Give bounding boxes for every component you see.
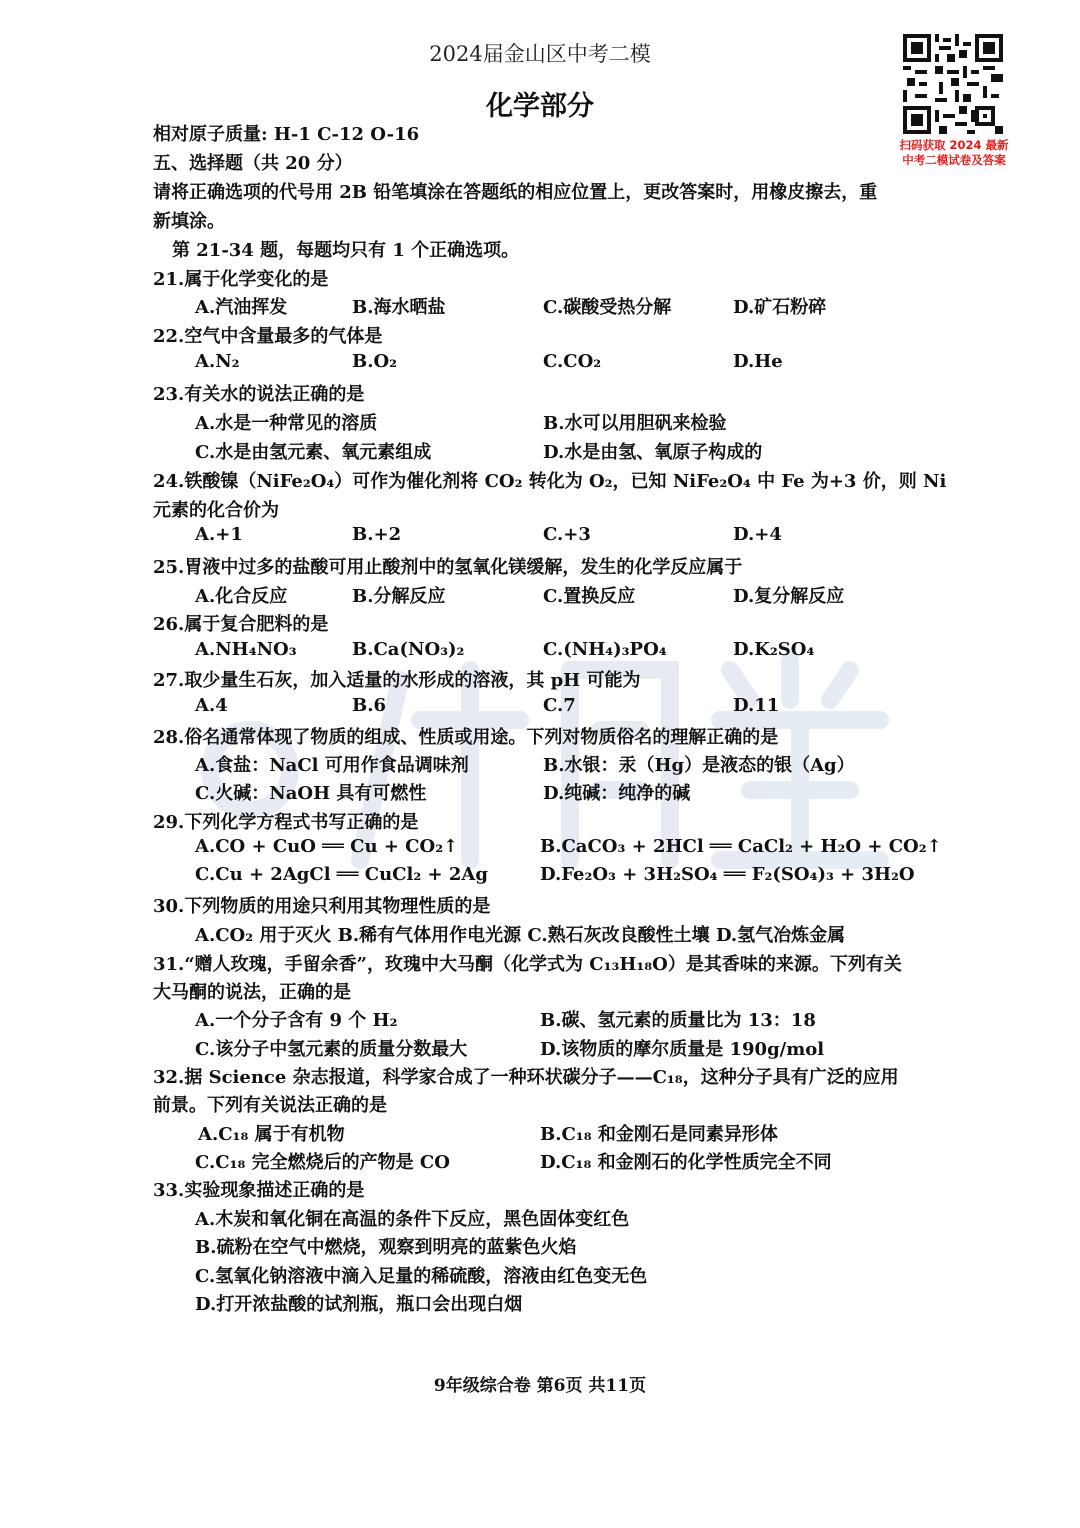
qr-caption (880, 138, 1028, 168)
question-28-option-d: D.纯碱：纯净的碱 (543, 783, 691, 804)
question-31-option-a: A.一个分子含有 9 个 H₂ (195, 1010, 398, 1031)
question-32-option-a: A.C₁₈ 属于有机物 (198, 1124, 345, 1145)
question-21-option-a: A.汽油挥发 (195, 297, 288, 318)
question-31-stem-line-2: 大马酮的说法，正确的是 (153, 982, 351, 1003)
question-22-option-a: A.N₂ (195, 351, 240, 372)
question-33-option-b: B.硫粉在空气中燃烧，观察到明亮的蓝紫色火焰 (195, 1237, 577, 1258)
question-29-option-d: D.Fe₂O₃ + 3H₂SO₄ ══ F₂(SO₄)₃ + 3H₂O (540, 864, 915, 885)
question-31-stem-line-1: 31.“赠人玫瑰，手留余香”，玫瑰中大马酮（化学式为 C₁₃H₁₈O）是其香味的来源。下列有关 (153, 954, 902, 975)
question-25-option-b: B.分解反应 (352, 586, 446, 607)
question-23-option-a: A.水是一种常见的溶质 (195, 413, 378, 434)
instruction-line-1: 请将正确选项的代号用 2B 铅笔填涂在答题纸的相应位置上，更改答案时，用橡皮擦去，重 (153, 182, 878, 203)
question-33-stem: 33.实验现象描述正确的是 (153, 1180, 365, 1201)
question-26-option-a: A.NH₄NO₃ (195, 639, 297, 660)
instruction-line-2: 新填涂。 (153, 211, 225, 232)
question-22-option-b: B.O₂ (352, 351, 398, 372)
qr-code-icon[interactable] (903, 34, 1003, 134)
question-24-stem-line-1: 24.铁酸镍（NiFe₂O₄）可作为催化剂将 CO₂ 转化为 O₂，已知 NiFe₂O₄ 中 Fe 为+3 价，则 Ni (153, 471, 947, 492)
page-title: 化学部分 (486, 91, 594, 122)
question-22-option-c: C.CO₂ (543, 351, 602, 372)
question-30-options: A.CO₂ 用于灭火 B.稀有气体用作电光源 C.熟石灰改良酸性土壤 D.氢气冶炼金属 (195, 925, 846, 946)
question-32-option-c: C.C₁₈ 完全燃烧后的产物是 CO (195, 1152, 450, 1173)
question-29-option-b: B.CaCO₃ + 2HCl ══ CaCl₂ + H₂O + CO₂↑ (540, 836, 942, 857)
question-25-option-a: A.化合反应 (195, 586, 288, 607)
question-29-option-a: A.CO + CuO ══ Cu + CO₂↑ (195, 836, 459, 857)
question-28-stem: 28.俗名通常体现了物质的组成、性质或用途。下列对物质俗名的理解正确的是 (153, 727, 779, 748)
question-29-stem: 29.下列化学方程式书写正确的是 (153, 812, 419, 833)
question-27-option-d: D.11 (733, 695, 780, 716)
question-29-option-c: C.Cu + 2AgCl ══ CuCl₂ + 2Ag (195, 864, 488, 885)
question-32-option-d: D.C₁₈ 和金刚石的化学性质完全不同 (540, 1152, 832, 1173)
question-31-option-d: D.该物质的摩尔质量是 190g/mol (540, 1039, 825, 1060)
question-27-option-b: B.6 (352, 695, 387, 716)
question-26-stem: 26.属于复合肥料的是 (153, 614, 329, 635)
question-21-option-d: D.矿石粉碎 (733, 297, 827, 318)
question-21-option-b: B.海水晒盐 (352, 297, 446, 318)
question-22-option-d: D.He (733, 351, 783, 372)
exam-header: 2024届金山区中考二模 (429, 42, 651, 66)
question-26-option-c: C.(NH₄)₃PO₄ (543, 639, 667, 660)
question-23-stem: 23.有关水的说法正确的是 (153, 384, 365, 405)
question-30-stem: 30.下列物质的用途只利用其物理性质的是 (153, 896, 491, 917)
question-32-stem-line-2: 前景。下列有关说法正确的是 (153, 1095, 387, 1116)
qr-caption-line-1: 扫码获取 2024 最新 (899, 138, 1009, 152)
question-24-option-b: B.+2 (352, 524, 402, 545)
question-32-stem-line-1: 32.据 Science 杂志报道，科学家合成了一种环状碳分子——C₁₈，这种分子具有广泛的应用 (153, 1067, 899, 1088)
question-21-stem: 21.属于化学变化的是 (153, 269, 329, 290)
question-27-stem: 27.取少量生石灰，加入适量的水形成的溶液，其 pH 可能为 (153, 670, 641, 691)
question-33-option-c: C.氢氧化钠溶液中滴入足量的稀硫酸，溶液由红色变无色 (195, 1266, 648, 1287)
question-23-option-d: D.水是由氢、氧原子构成的 (543, 442, 763, 463)
atomic-mass-line: 相对原子质量: H-1 C-12 O-16 (153, 124, 420, 145)
section-heading: 五、选择题（共 20 分） (153, 153, 353, 174)
question-28-option-a: A.食盐：NaCl 可用作食品调味剂 (195, 755, 469, 776)
subsection-heading: 第 21-34 题，每题均只有 1 个正确选项。 (172, 240, 520, 261)
question-24-option-c: C.+3 (543, 524, 591, 545)
question-27-option-c: C.7 (543, 695, 576, 716)
question-23-option-c: C.水是由氢元素、氧元素组成 (195, 442, 432, 463)
question-25-stem: 25.胃液中过多的盐酸可用止酸剂中的氢氧化镁缓解，发生的化学反应属于 (153, 557, 743, 578)
question-31-option-b: B.碳、氢元素的质量比为 13：18 (540, 1010, 816, 1031)
question-31-option-c: C.该分子中氢元素的质量分数最大 (195, 1039, 468, 1060)
question-26-option-b: B.Ca(NO₃)₂ (352, 639, 465, 660)
question-26-option-d: D.K₂SO₄ (733, 639, 815, 660)
question-33-option-d: D.打开浓盐酸的试剂瓶，瓶口会出现白烟 (195, 1294, 523, 1315)
question-25-option-c: C.置换反应 (543, 586, 636, 607)
page-footer: 9年级综合卷 第6页 共11页 (433, 1376, 647, 1396)
question-22-stem: 22.空气中含量最多的气体是 (153, 326, 383, 347)
question-25-option-d: D.复分解反应 (733, 586, 845, 607)
qr-caption-line-2: 中考二模试卷及答案 (902, 153, 1006, 167)
question-23-option-b: B.水可以用胆矾来检验 (543, 413, 727, 434)
question-28-option-b: B.水银：汞（Hg）是液态的银（Ag） (543, 755, 855, 776)
question-24-option-d: D.+4 (733, 524, 782, 545)
question-24-stem-line-2: 元素的化合价为 (153, 500, 279, 521)
question-21-option-c: C.碳酸受热分解 (543, 297, 672, 318)
question-27-option-a: A.4 (195, 695, 228, 716)
question-32-option-b: B.C₁₈ 和金刚石是同素异形体 (540, 1124, 778, 1145)
question-28-option-c: C.火碱：NaOH 具有可燃性 (195, 783, 427, 804)
question-24-option-a: A.+1 (195, 524, 243, 545)
question-33-option-a: A.木炭和氧化铜在高温的条件下反应，黑色固体变红色 (195, 1209, 630, 1230)
